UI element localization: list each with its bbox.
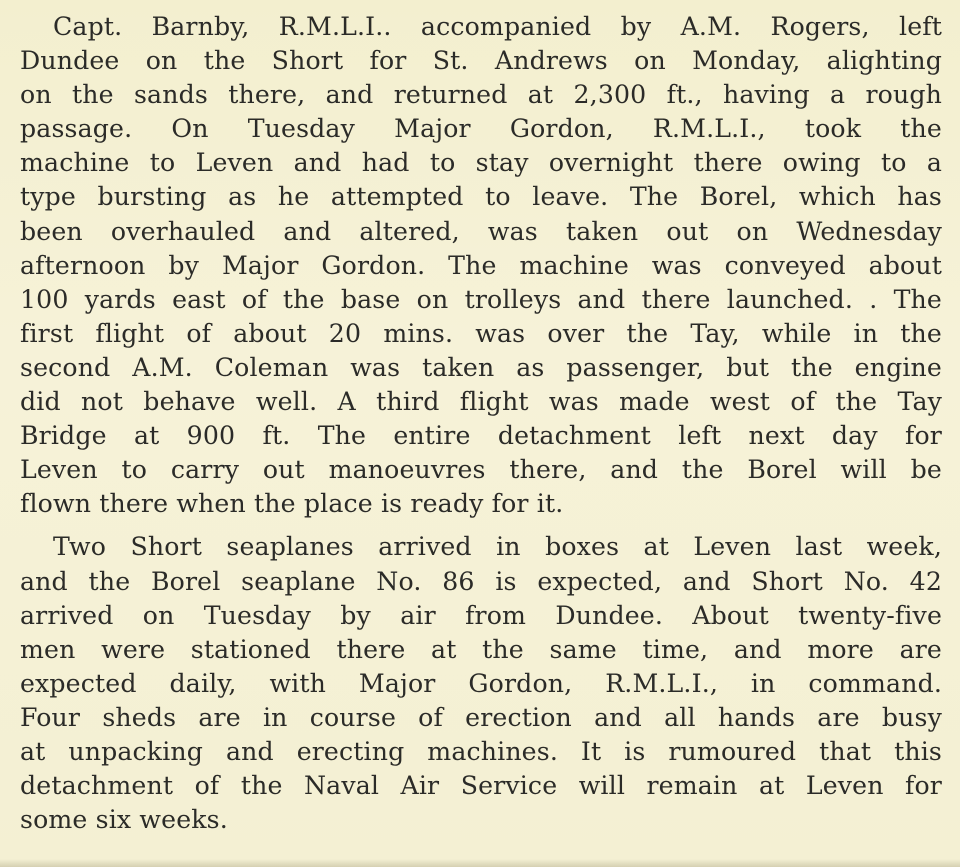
text-line: at unpacking and erecting machines. It is rumoured that this: [20, 736, 942, 766]
paragraph-2: [20, 530, 942, 837]
text-line: Two Short seaplanes arrived in boxes at Leven last week,: [53, 532, 942, 562]
text-line: machine to Leven and had to stay overnight there owing to a: [20, 148, 942, 178]
paragraph-1: [20, 10, 942, 521]
text-line: did not behave well. A third flight was made west of the Tay: [20, 387, 942, 417]
text-line: Four sheds are in course of erection and all hands are busy: [20, 702, 942, 732]
text-line: and the Borel seaplane No. 86 is expected, and Short No. 42: [20, 566, 942, 596]
text-line: detachment of the Naval Air Service will remain at Leven for: [20, 771, 942, 801]
text-line: passage. On Tuesday Major Gordon, R.M.L.I., took the: [20, 114, 942, 144]
text-line: afternoon by Major Gordon. The machine was conveyed about: [20, 250, 942, 280]
text-line: Leven to carry out manoeuvres there, and the Borel will be: [20, 455, 942, 485]
text-line: been overhauled and altered, was taken out on Wednesday: [20, 216, 942, 246]
text-line: Dundee on the Short for St. Andrews on Monday, alighting: [20, 46, 942, 76]
text-line: on the sands there, and returned at 2,300 ft., having a rough: [20, 80, 942, 110]
text-line: men were stationed there at the same time, and more are: [20, 634, 942, 664]
text-line: second A.M. Coleman was taken as passenger, but the engine: [20, 352, 942, 382]
text-line: type bursting as he attempted to leave. The Borel, which has: [20, 182, 942, 212]
text-line: first flight of about 20 mins. was over the Tay, while in the: [20, 318, 942, 348]
text-line: 100 yards east of the base on trolleys and there launched. . The: [20, 284, 942, 314]
text-line: expected daily, with Major Gordon, R.M.L.I., in command.: [20, 668, 942, 698]
page-edge-shadow: [0, 859, 960, 867]
text-line: some six weeks.: [20, 805, 228, 835]
article-text: [20, 10, 942, 837]
text-line: flown there when the place is ready for it.: [20, 489, 564, 519]
text-line: Bridge at 900 ft. The entire detachment left next day for: [20, 421, 942, 451]
text-line: Capt. Barnby, R.M.L.I.. accompanied by A.M. Rogers, left: [53, 12, 942, 41]
text-line: arrived on Tuesday by air from Dundee. About twenty-five: [20, 600, 942, 630]
